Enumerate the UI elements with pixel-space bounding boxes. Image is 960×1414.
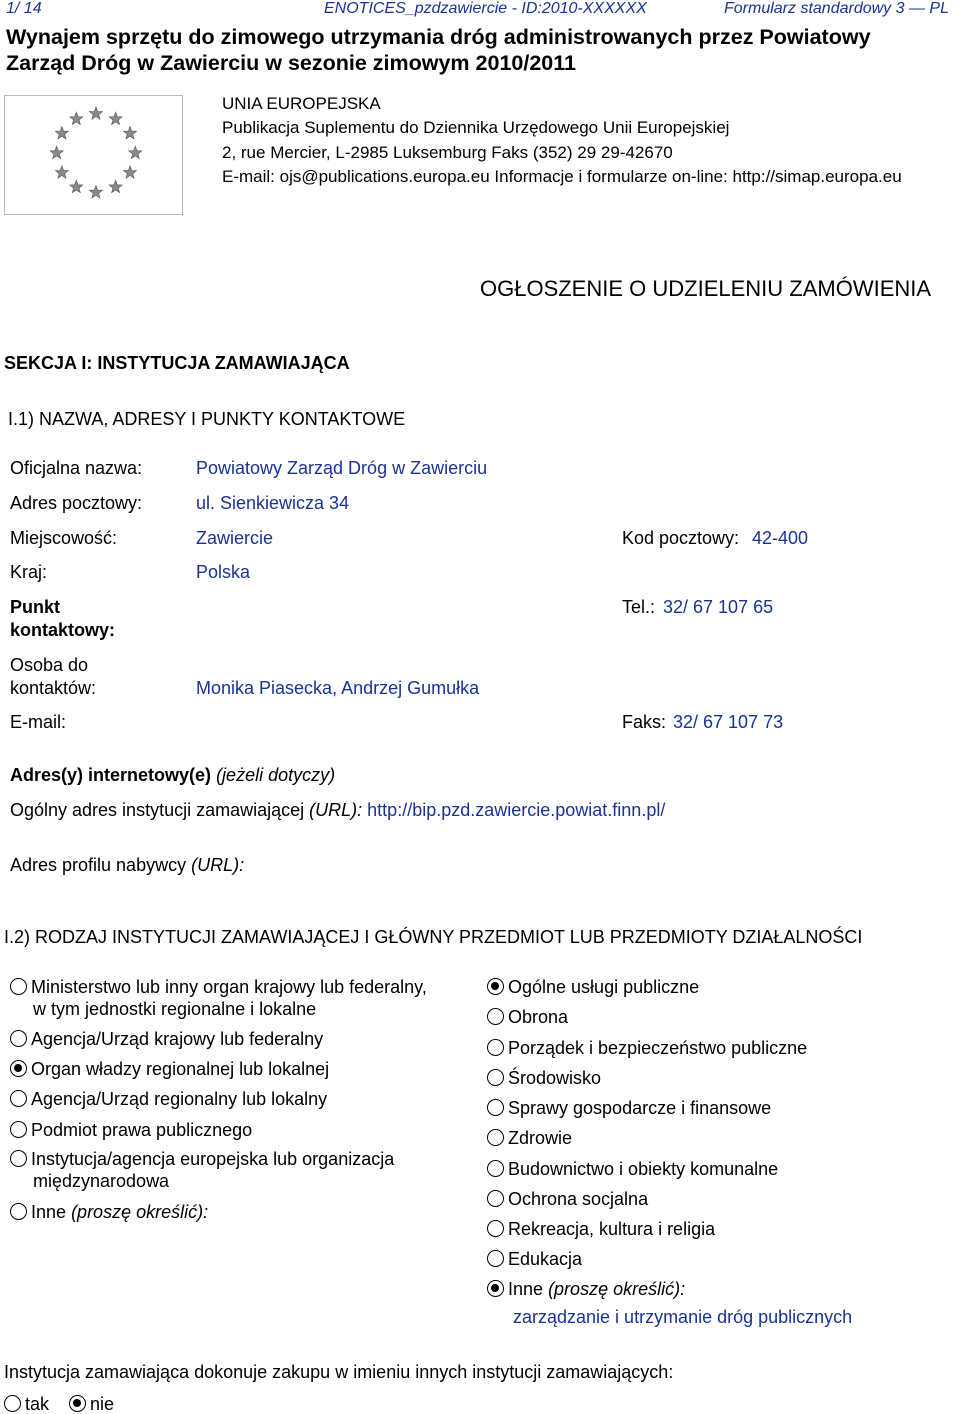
- top-header-bar: [6, 0, 956, 20]
- activity-other-value: zarządzanie i utrzymanie dróg publicznych: [513, 1307, 853, 1327]
- activity-option-health[interactable]: Zdrowie: [487, 1127, 572, 1149]
- eu-star-icon: [123, 126, 136, 138]
- country-label: Kraj:: [10, 562, 48, 582]
- eu-publisher: UNIA EUROPEJSKA: [222, 94, 381, 113]
- radio-icon[interactable]: [10, 1203, 27, 1220]
- city-value: Zawiercie: [196, 528, 274, 548]
- subsection-heading-1-2: I.2) RODZAJ INSTYTUCJI ZAMAWIAJĄCEJ I GŁÓWNY PRZEDMIOT LUB PRZEDMIOTY DZIAŁALNOŚCI: [4, 927, 863, 947]
- activity-option-defence[interactable]: Obrona: [487, 1006, 568, 1028]
- internet-heading-note: (jeżeli dotyczy): [216, 765, 336, 785]
- contact-person-value: Monika Piasecka, Andrzej Gumułka: [196, 678, 480, 698]
- radio-icon[interactable]: [10, 1090, 27, 1107]
- eu-star-icon: [89, 107, 102, 119]
- fax-label: Faks:: [622, 712, 667, 732]
- eu-flag-logo: [4, 95, 183, 215]
- official-name-label: Oficjalna nazwa:: [10, 458, 143, 478]
- radio-icon[interactable]: [487, 1129, 504, 1146]
- authority-option-other[interactable]: Inne (proszę określić):: [10, 1201, 208, 1223]
- radio-icon[interactable]: [487, 1008, 504, 1025]
- email-label: E-mail:: [10, 712, 67, 732]
- eu-star-icon: [89, 185, 102, 197]
- activity-option-economic-affairs[interactable]: Sprawy gospodarcze i finansowe: [487, 1097, 771, 1119]
- document-title-line-1: Wynajem sprzętu do zimowego utrzymania dróg administrowanych przez Powiatowy: [6, 25, 871, 49]
- eu-star-icon: [109, 180, 122, 192]
- city-label: Miejscowość:: [10, 528, 118, 548]
- fax-value: 32/ 67 107 73: [673, 712, 784, 732]
- radio-icon[interactable]: [69, 1395, 86, 1412]
- country-value: Polska: [196, 562, 251, 582]
- eu-star-icon: [50, 146, 63, 158]
- radio-icon[interactable]: [487, 1190, 504, 1207]
- contact-point-label-2: kontaktowy:: [10, 620, 116, 640]
- radio-icon[interactable]: [10, 1150, 27, 1167]
- radio-icon[interactable]: [10, 1030, 27, 1047]
- general-url-label-suffix: (URL):: [309, 800, 363, 820]
- general-url-row: [10, 800, 665, 821]
- radio-icon[interactable]: [487, 1280, 504, 1297]
- radio-icon[interactable]: [487, 1069, 504, 1086]
- authority-option-national-agency[interactable]: Agencja/Urząd krajowy lub federalny: [10, 1028, 323, 1050]
- zip-label: Kod pocztowy:: [622, 528, 740, 548]
- activity-option-education[interactable]: Edukacja: [487, 1248, 582, 1270]
- radio-icon[interactable]: [4, 1395, 21, 1412]
- eu-star-icon: [70, 180, 83, 192]
- phone-value: 32/ 67 107 65: [663, 597, 774, 617]
- eu-stars-circle-icon: [5, 96, 182, 214]
- postal-address-label: Adres pocztowy:: [10, 493, 143, 513]
- buyer-profile-label-suffix: (URL):: [191, 855, 245, 875]
- eu-contact-line: E-mail: ojs@publications.europa.eu Informacje i formularze on-line: http://simap.europa.eu: [222, 167, 902, 186]
- eu-star-icon: [123, 166, 136, 178]
- subsection-heading-1-1: I.1) NAZWA, ADRESY I PUNKTY KONTAKTOWE: [8, 409, 406, 429]
- contact-person-label-2: kontaktów:: [10, 678, 97, 698]
- radio-icon[interactable]: [10, 1060, 27, 1077]
- eu-star-icon: [129, 146, 142, 158]
- activity-option-environment[interactable]: Środowisko: [487, 1067, 601, 1089]
- contact-person-label-1: Osoba do: [10, 655, 89, 675]
- buyer-profile-label: Adres profilu nabywcy: [10, 855, 187, 875]
- radio-icon[interactable]: [10, 978, 27, 995]
- radio-icon[interactable]: [487, 978, 504, 995]
- authority-option-european-institution[interactable]: Instytucja/agencja europejska lub organizacja międzynarodowa: [10, 1148, 394, 1192]
- document-title-line-2: Zarząd Dróg w Zawierciu w sezonie zimowym 2010/2011: [6, 51, 576, 75]
- postal-address-value: ul. Sienkiewicza 34: [196, 493, 350, 513]
- on-behalf-options: [4, 1393, 114, 1414]
- on-behalf-yes-option[interactable]: tak: [4, 1394, 49, 1414]
- general-url-link[interactable]: http://bip.pzd.zawiercie.powiat.finn.pl/: [367, 800, 666, 820]
- authority-option-regional-agency[interactable]: Agencja/Urząd regionalny lub lokalny: [10, 1088, 327, 1110]
- radio-icon[interactable]: [487, 1250, 504, 1267]
- official-name-value: Powiatowy Zarząd Dróg w Zawierciu: [196, 458, 488, 478]
- radio-icon[interactable]: [487, 1099, 504, 1116]
- activity-option-general-public-services[interactable]: Ogólne usługi publiczne: [487, 976, 699, 998]
- page-counter: 1/ 14: [6, 0, 42, 17]
- radio-icon[interactable]: [487, 1039, 504, 1056]
- buyer-profile-row: [10, 855, 244, 876]
- authority-option-ministry[interactable]: Ministerstwo lub inny organ krajowy lub federalny, w tym jednostki regionalne i lokalne: [10, 976, 427, 1020]
- zip-value: 42-400: [752, 528, 809, 548]
- activity-option-social-protection[interactable]: Ochrona socjalna: [487, 1188, 648, 1210]
- activity-option-public-order[interactable]: Porządek i bezpieczeństwo publiczne: [487, 1037, 807, 1059]
- eu-star-icon: [55, 166, 68, 178]
- activity-option-housing[interactable]: Budownictwo i obiekty komunalne: [487, 1158, 778, 1180]
- document-title: [6, 24, 946, 76]
- authority-option-regional-authority[interactable]: Organ władzy regionalnej lub lokalnej: [10, 1058, 329, 1080]
- internet-heading: [10, 765, 335, 786]
- contact-point-label-1: Punkt: [10, 597, 61, 617]
- form-name: Formularz standardowy 3 — PL: [724, 0, 949, 17]
- eu-star-icon: [55, 126, 68, 138]
- radio-icon[interactable]: [487, 1220, 504, 1237]
- eu-publication-line: Publikacja Suplementu do Dziennika Urzędowego Unii Europejskiej: [222, 118, 730, 137]
- phone-label: Tel.:: [622, 597, 656, 617]
- on-behalf-question: Instytucja zamawiająca dokonuje zakupu w imieniu innych instytucji zamawiających:: [4, 1362, 674, 1382]
- radio-icon[interactable]: [10, 1121, 27, 1138]
- notice-title: OGŁOSZENIE O UDZIELENIU ZAMÓWIENIA: [480, 276, 932, 301]
- notice-id: ENOTICES_pzdzawiercie - ID:2010-XXXXXX: [324, 0, 647, 17]
- radio-icon[interactable]: [487, 1160, 504, 1177]
- activity-option-other[interactable]: Inne (proszę określić):: [487, 1278, 685, 1300]
- eu-star-icon: [70, 112, 83, 124]
- section-heading-1: SEKCJA I: INSTYTUCJA ZAMAWIAJĄCA: [4, 353, 350, 373]
- general-url-label: Ogólny adres instytucji zamawiającej: [10, 800, 305, 820]
- internet-heading-text: Adres(y) internetowy(e): [10, 765, 212, 785]
- eu-address-line: 2, rue Mercier, L-2985 Luksemburg Faks (352) 29 29-42670: [222, 143, 673, 162]
- authority-option-public-law-body[interactable]: Podmiot prawa publicznego: [10, 1119, 252, 1141]
- on-behalf-no-option[interactable]: nie: [69, 1394, 114, 1414]
- eu-star-icon: [109, 112, 122, 124]
- activity-option-recreation[interactable]: Rekreacja, kultura i religia: [487, 1218, 715, 1240]
